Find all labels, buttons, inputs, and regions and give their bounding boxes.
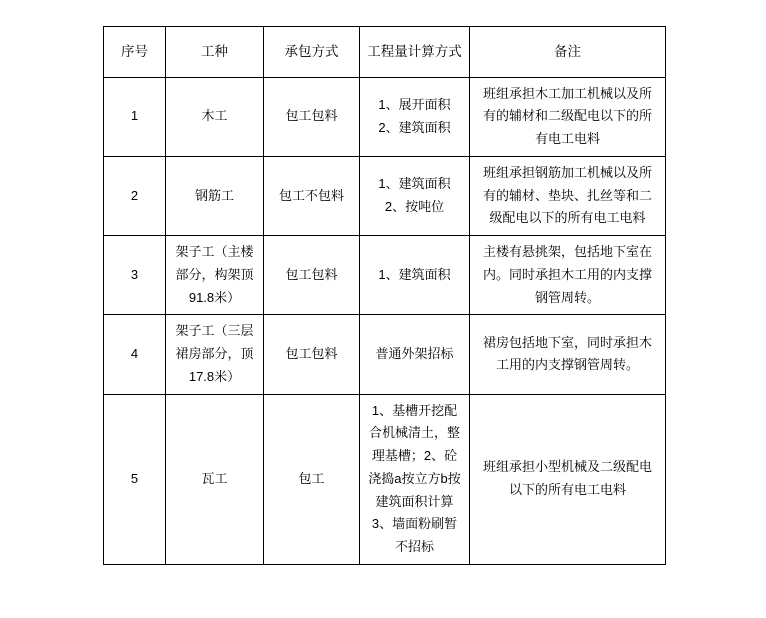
column-header-contract: 承包方式 <box>264 27 360 78</box>
cell-contract: 包工不包料 <box>264 156 360 235</box>
column-header-trade: 工种 <box>166 27 264 78</box>
cell-remark: 班组承担小型机械及二级配电以下的所有电工电料 <box>470 394 666 564</box>
table-row <box>104 77 666 156</box>
cell-trade: 架子工（三层裙房部分，顶17.8米） <box>166 315 264 394</box>
cell-quantity <box>360 156 470 235</box>
cell-no: 3 <box>104 236 166 315</box>
table-row <box>104 394 666 564</box>
table-row <box>104 156 666 235</box>
column-header-remark: 备注 <box>470 27 666 78</box>
cell-no: 2 <box>104 156 166 235</box>
cell-contract: 包工包料 <box>264 315 360 394</box>
table-row <box>104 315 666 394</box>
cell-trade: 瓦工 <box>166 394 264 564</box>
cell-trade: 木工 <box>166 77 264 156</box>
cell-contract: 包工包料 <box>264 77 360 156</box>
contract-trades-table <box>103 26 666 565</box>
column-header-no: 序号 <box>104 27 166 78</box>
column-header-quantity: 工程量计算方式 <box>360 27 470 78</box>
cell-no: 4 <box>104 315 166 394</box>
cell-contract: 包工 <box>264 394 360 564</box>
cell-remark: 主楼有悬挑架，包括地下室在内。同时承担木工用的内支撑钢管周转。 <box>470 236 666 315</box>
cell-quantity: 1、建筑面积 <box>360 236 470 315</box>
cell-contract: 包工包料 <box>264 236 360 315</box>
cell-no: 5 <box>104 394 166 564</box>
quantity-line: 2、建筑面积 <box>378 119 451 135</box>
table-header-row <box>104 27 666 78</box>
cell-remark: 裙房包括地下室，同时承担木工用的内支撑钢管周转。 <box>470 315 666 394</box>
cell-quantity: 1、基槽开挖配合机械清土，整理基槽；2、砼浇捣a按立方b按建筑面积计算3、墙面粉刷暂不招标 <box>360 394 470 564</box>
quantity-line: 1、展开面积 <box>378 96 451 112</box>
cell-no: 1 <box>104 77 166 156</box>
cell-trade: 钢筋工 <box>166 156 264 235</box>
quantity-line: 2、按吨位 <box>384 198 445 214</box>
quantity-line: 1、建筑面积 <box>378 176 451 192</box>
cell-remark: 班组承担木工加工机械以及所有的辅材和二级配电以下的所有电工电料 <box>470 77 666 156</box>
cell-quantity <box>360 77 470 156</box>
table-row <box>104 236 666 315</box>
cell-remark: 班组承担钢筋加工机械以及所有的辅材、垫块、扎丝等和二级配电以下的所有电工电料 <box>470 156 666 235</box>
cell-quantity: 普通外架招标 <box>360 315 470 394</box>
cell-trade: 架子工（主楼部分，构架顶91.8米） <box>166 236 264 315</box>
